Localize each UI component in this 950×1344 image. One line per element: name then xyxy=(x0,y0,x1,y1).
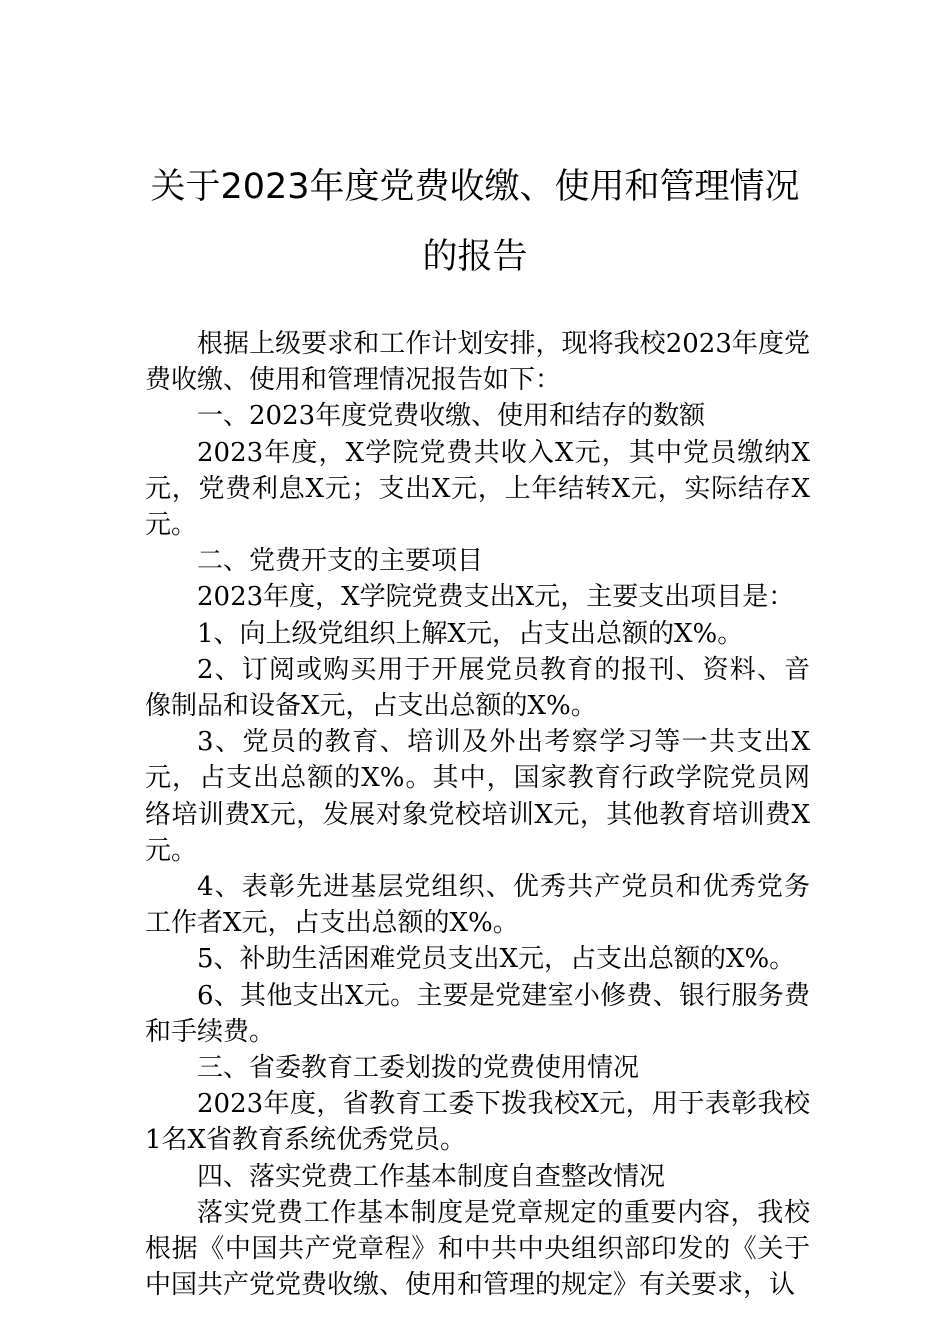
section-heading-1: 一、2023年度党费收缴、使用和结存的数额 xyxy=(197,401,706,432)
paragraph-allocation: 2023年度，省教育工委下拨我校X元，用于表彰我校1名X省教育系统优秀党员。 xyxy=(145,1089,810,1156)
list-item-6: 6、其他支出X元。主要是党建室小修费、银行服务费和手续费。 xyxy=(145,980,810,1047)
list-item-2: 2、订阅或购买用于开展党员教育的报刊、资料、音像制品和设备X元，占支出总额的X%。 xyxy=(145,654,810,722)
section-heading-4: 四、落实党费工作基本制度自查整改情况 xyxy=(197,1161,666,1192)
paragraph-income: 2023年度，X学院党费共收入X元，其中党员缴纳X元，党费利息X元；支出X元，上年结转X元，实际结存X元。 xyxy=(145,437,810,541)
document-body xyxy=(145,326,810,1303)
paragraph-intro: 根据上级要求和工作计划安排，现将我校2023年度党费收缴、使用和管理情况报告如下： xyxy=(145,329,810,396)
section-heading-2: 二、党费开支的主要项目 xyxy=(197,546,484,577)
section-heading-3: 三、省委教育工委划拨的党费使用情况 xyxy=(197,1053,640,1084)
document-title-line-1: 关于2023年度党费收缴、使用和管理情况 xyxy=(150,167,800,207)
paragraph-expense-summary: 2023年度，X学院党费支出X元，主要支出项目是： xyxy=(197,582,795,613)
paragraph-self-check: 落实党费工作基本制度是党章规定的重要内容，我校根据《中国共产党章程》和中共中央组织部印发的《关于中国共产党党费收缴、使用和管理的规定》有关要求，认 xyxy=(145,1197,810,1301)
list-item-3: 3、党员的教育、培训及外出考察学习等一共支出X元，占支出总额的X%。其中，国家教育行政学院党员网络培训费X元，发展对象党校培训X元，其他教育培训费X元。 xyxy=(145,727,810,866)
document-title-line-2: 的报告 xyxy=(422,237,528,277)
list-item-4: 4、表彰先进基层党组织、优秀共产党员和优秀党务工作者X元，占支出总额的X%。 xyxy=(145,872,810,939)
list-item-5: 5、补助生活困难党员支出X元，占支出总额的X%。 xyxy=(197,944,796,975)
list-item-1: 1、向上级党组织上解X元，占支出总额的X%。 xyxy=(197,618,744,649)
